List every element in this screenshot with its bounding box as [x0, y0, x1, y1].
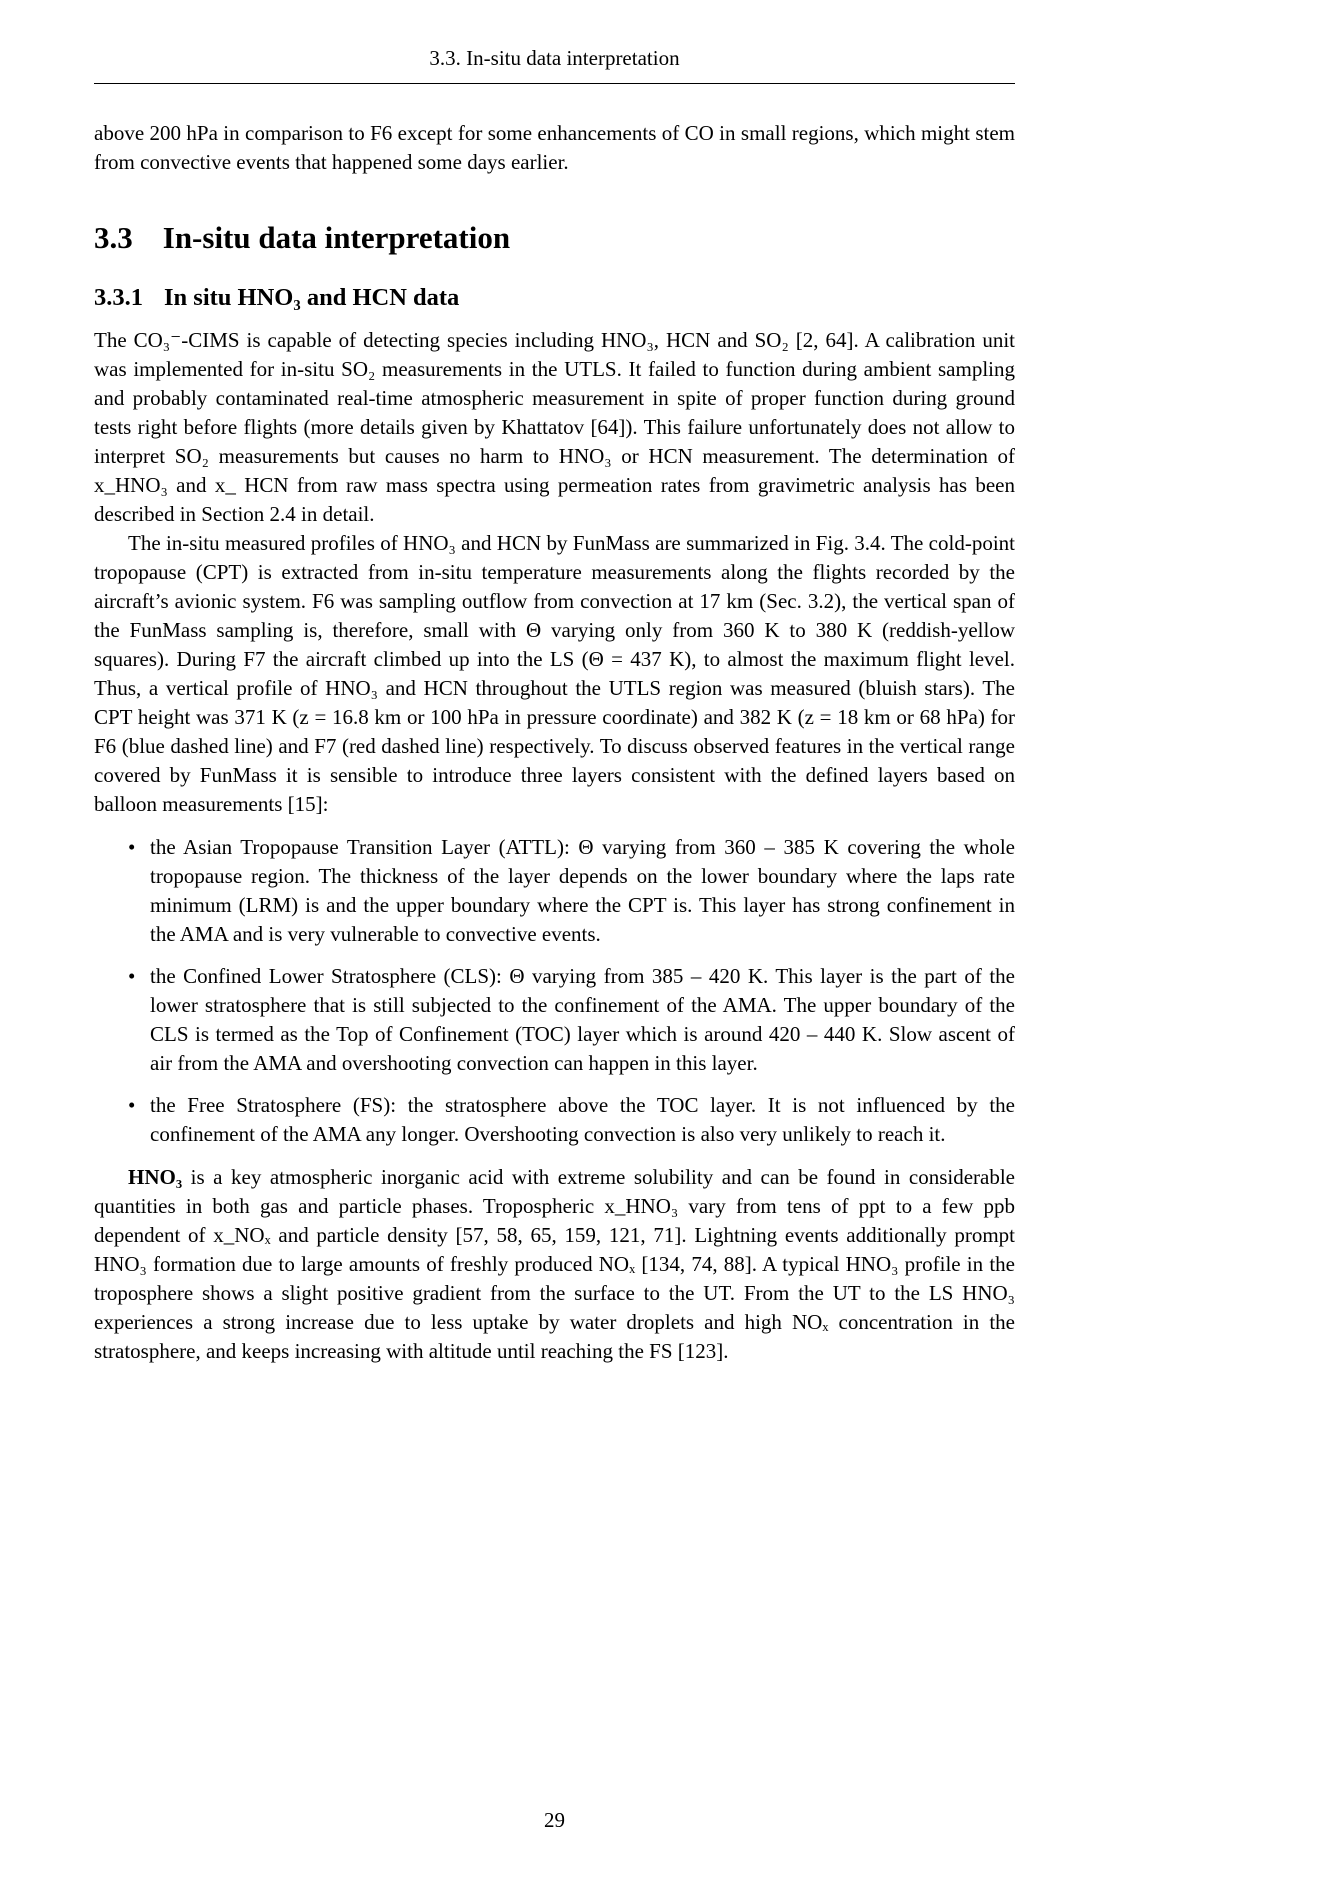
running-header-title: 3.3. In-situ data interpretation: [429, 46, 680, 70]
bullet-item-cls: • the Confined Lower Stratosphere (CLS): Θ varying from 385 – 420 K. This layer is the part of the lower stratosphere that is still subjected to the confinement of the AMA. The upper boundary of the CLS is termed as the Top of Confinement (TOC) layer which is around 420 – 440 K. Slow ascent of air from the AMA and overshooting convection can happen in this layer.: [94, 962, 1015, 1078]
paragraph-hno3: [94, 1163, 1015, 1366]
paragraph-profiles: The in-situ measured profiles of HNO₃ and HCN by FunMass are summarized in Fig. 3.4. The cold-point tropopause (CPT) is extracted from in-situ temperature measurements along the flights recorded by the aircraft’s avionic system. F6 was sampling outflow from convection at 17 km (Sec. 3.2), the vertical span of the FunMass sampling is, therefore, small with Θ varying only from 360 K to 380 K (reddish-yellow squares). During F7 the aircraft climbed up into the LS (Θ = 437 K), to almost the maximum flight level. Thus, a vertical profile of HNO₃ and HCN throughout the UTLS region was measured (bluish stars). The CPT height was 371 K (z = 16.8 km or 100 hPa in pressure coordinate) and 382 K (z = 18 km or 68 hPa) for F6 (blue dashed line) and F7 (red dashed line) respectively. To discuss observed features in the vertical range covered by FunMass it is sensible to introduce three layers consistent with the defined layers based on balloon measurements [15]:: [94, 531, 1015, 816]
section-title: In-situ data interpretation: [162, 220, 511, 255]
bullet-item-fs: • the Free Stratosphere (FS): the stratosphere above the TOC layer. It is not influenced by the confinement of the AMA any longer. Overshooting convection is also very unlikely to reach it.: [94, 1091, 1015, 1149]
page-number: 29: [544, 1808, 565, 1832]
bullet-item-attl: • the Asian Tropopause Transition Layer (ATTL): Θ varying from 360 – 385 K covering the whole tropopause region. The thickness of the layer depends on the lower boundary where the laps rate minimum (LRM) is and the upper boundary where the CPT is. This layer has strong confinement in the AMA and is very vulnerable to convective events.: [94, 833, 1015, 949]
running-header: [94, 46, 1015, 84]
subsection-title: In situ HNO₃ and HCN data: [164, 284, 460, 311]
section-heading: [94, 219, 1015, 256]
subsection-heading: [94, 283, 1015, 313]
page-footer: [94, 1808, 1015, 1833]
section-number: 3.3: [94, 220, 133, 255]
page-content: [94, 119, 1015, 1366]
paragraph-cims: The CO₃⁻-CIMS is capable of detecting species including HNO₃, HCN and SO₂ [2, 64]. A calibration unit was implemented for in-situ SO₂ measurements in the UTLS. It failed to function during ambient sampling and probably contaminated real-time atmospheric measurement in spite of proper function during ground tests right before flights (more details given by Khattatov [64]). This failure unfortunately does not allow to interpret SO₂ measurements but causes no harm to HNO₃ or HCN measurement. The determination of x_HNO₃ and x_ HCN from raw mass spectra using permeation rates from gravimetric analysis has been described in Section 2.4 in detail.: [94, 328, 1015, 526]
paragraph-intro: above 200 hPa in comparison to F6 except for some enhancements of CO in small regions, which might stem from convective events that happened some days earlier.: [94, 121, 1015, 174]
hno3-bold-lead: HNO₃: [128, 1165, 183, 1189]
subsection-number: 3.3.1: [94, 284, 143, 311]
layer-bullet-list: [94, 833, 1015, 1149]
hno3-paragraph-body: is a key atmospheric inorganic acid with extreme solubility and can be found in considerable quantities in both gas and particle phases. Tropospheric x_HNO₃ vary from tens of ppt to a few ppb dependent of x_NOₓ and particle density [57, 58, 65, 159, 121, 71]. Lightning events additionally prompt HNO₃ formation due to large amounts of freshly produced NOₓ [134, 74, 88]. A typical HNO₃ profile in the troposphere shows a slight positive gradient from the surface to the UT. From the UT to the LS HNO₃ experiences a strong increase due to less uptake by water droplets and high NOₓ concentration in the stratosphere, and keeps increasing with altitude until reaching the FS [123].: [94, 1165, 1015, 1363]
